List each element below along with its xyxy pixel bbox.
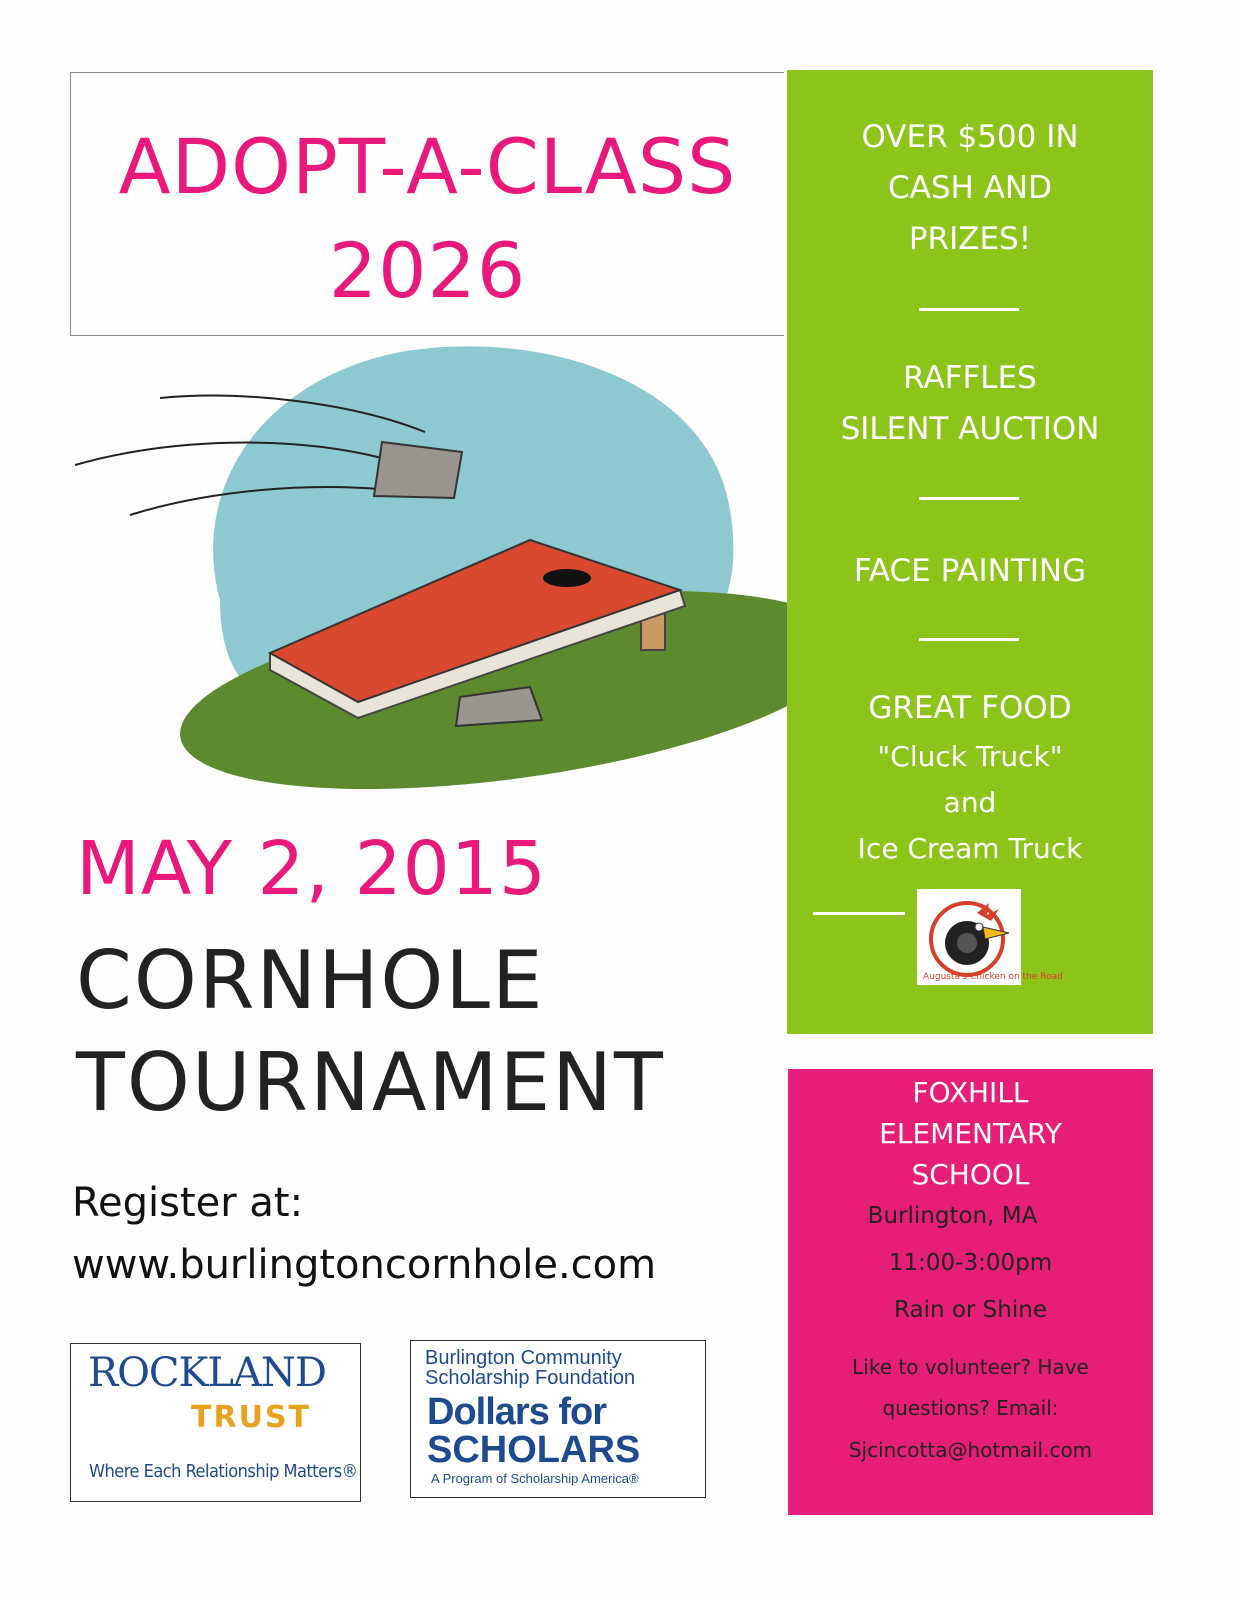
- rockland-trust-word: TRUST: [191, 1400, 311, 1435]
- bcsf-scholars: SCHOLARS: [427, 1429, 641, 1471]
- title-box: [70, 72, 784, 336]
- rockland-name: ROCKLAND: [88, 1350, 326, 1396]
- divider: [919, 308, 1019, 311]
- divider: [813, 912, 905, 915]
- time-line: 11:00-3:00pm: [888, 1250, 1053, 1276]
- divider: [919, 497, 1019, 500]
- raffles-line: RAFFLES: [903, 360, 1037, 396]
- bcsf-subtitle: A Program of Scholarship America®: [431, 1471, 639, 1486]
- and-line: and: [943, 786, 997, 819]
- ice-cream-truck-line: Ice Cream Truck: [857, 832, 1083, 865]
- chicken-on-the-road-logo: [917, 889, 1063, 985]
- rockland-tagline: Where Each Relationship Matters®: [89, 1461, 358, 1482]
- prizes-line-1: OVER $500 IN: [861, 119, 1079, 155]
- contact-email[interactable]: Sjcincotta@hotmail.com: [848, 1438, 1093, 1462]
- silent-auction-line: SILENT AUCTION: [840, 411, 1100, 447]
- register-label: Register at:: [72, 1180, 304, 1226]
- title-line-1: ADOPT-A-CLASS: [118, 122, 737, 211]
- city-line: Burlington, MA: [867, 1203, 1038, 1229]
- flying-beanbag: [374, 442, 462, 498]
- logo-caption: Augusta's Chicken on the Road: [923, 972, 1063, 982]
- location-panel: [788, 1069, 1153, 1515]
- school-line-2: ELEMENTARY: [879, 1117, 1062, 1150]
- title-line-2: 2026: [328, 226, 527, 315]
- great-food-heading: GREAT FOOD: [868, 690, 1072, 726]
- event-date: MAY 2, 2015: [76, 826, 547, 912]
- dollars-for-scholars-logo: [410, 1340, 706, 1498]
- rockland-trust-logo: [70, 1343, 361, 1502]
- prizes-line-2: CASH AND: [888, 170, 1052, 206]
- volunteer-line-1: Like to volunteer? Have: [852, 1355, 1089, 1379]
- event-heading-line-2: TOURNAMENT: [76, 1036, 665, 1129]
- volunteer-line-2: questions? Email:: [882, 1396, 1059, 1420]
- register-url[interactable]: www.burlingtoncornhole.com: [72, 1242, 657, 1288]
- school-line-1: FOXHILL: [912, 1076, 1029, 1109]
- bcsf-dollars-for: Dollars for: [427, 1391, 607, 1433]
- event-heading-line-1: CORNHOLE: [76, 934, 545, 1027]
- cornhole-illustration: [70, 340, 790, 790]
- face-painting-line: FACE PAINTING: [853, 553, 1087, 589]
- weather-line: Rain or Shine: [894, 1297, 1047, 1323]
- school-line-3: SCHOOL: [911, 1158, 1030, 1191]
- bcsf-line-2: Scholarship Foundation: [425, 1367, 636, 1389]
- cluck-truck-line: "Cluck Truck": [877, 740, 1063, 773]
- divider: [919, 638, 1019, 641]
- bcsf-line-1: Burlington Community: [425, 1347, 622, 1369]
- highlights-panel: [787, 70, 1153, 1034]
- prizes-line-3: PRIZES!: [908, 221, 1032, 257]
